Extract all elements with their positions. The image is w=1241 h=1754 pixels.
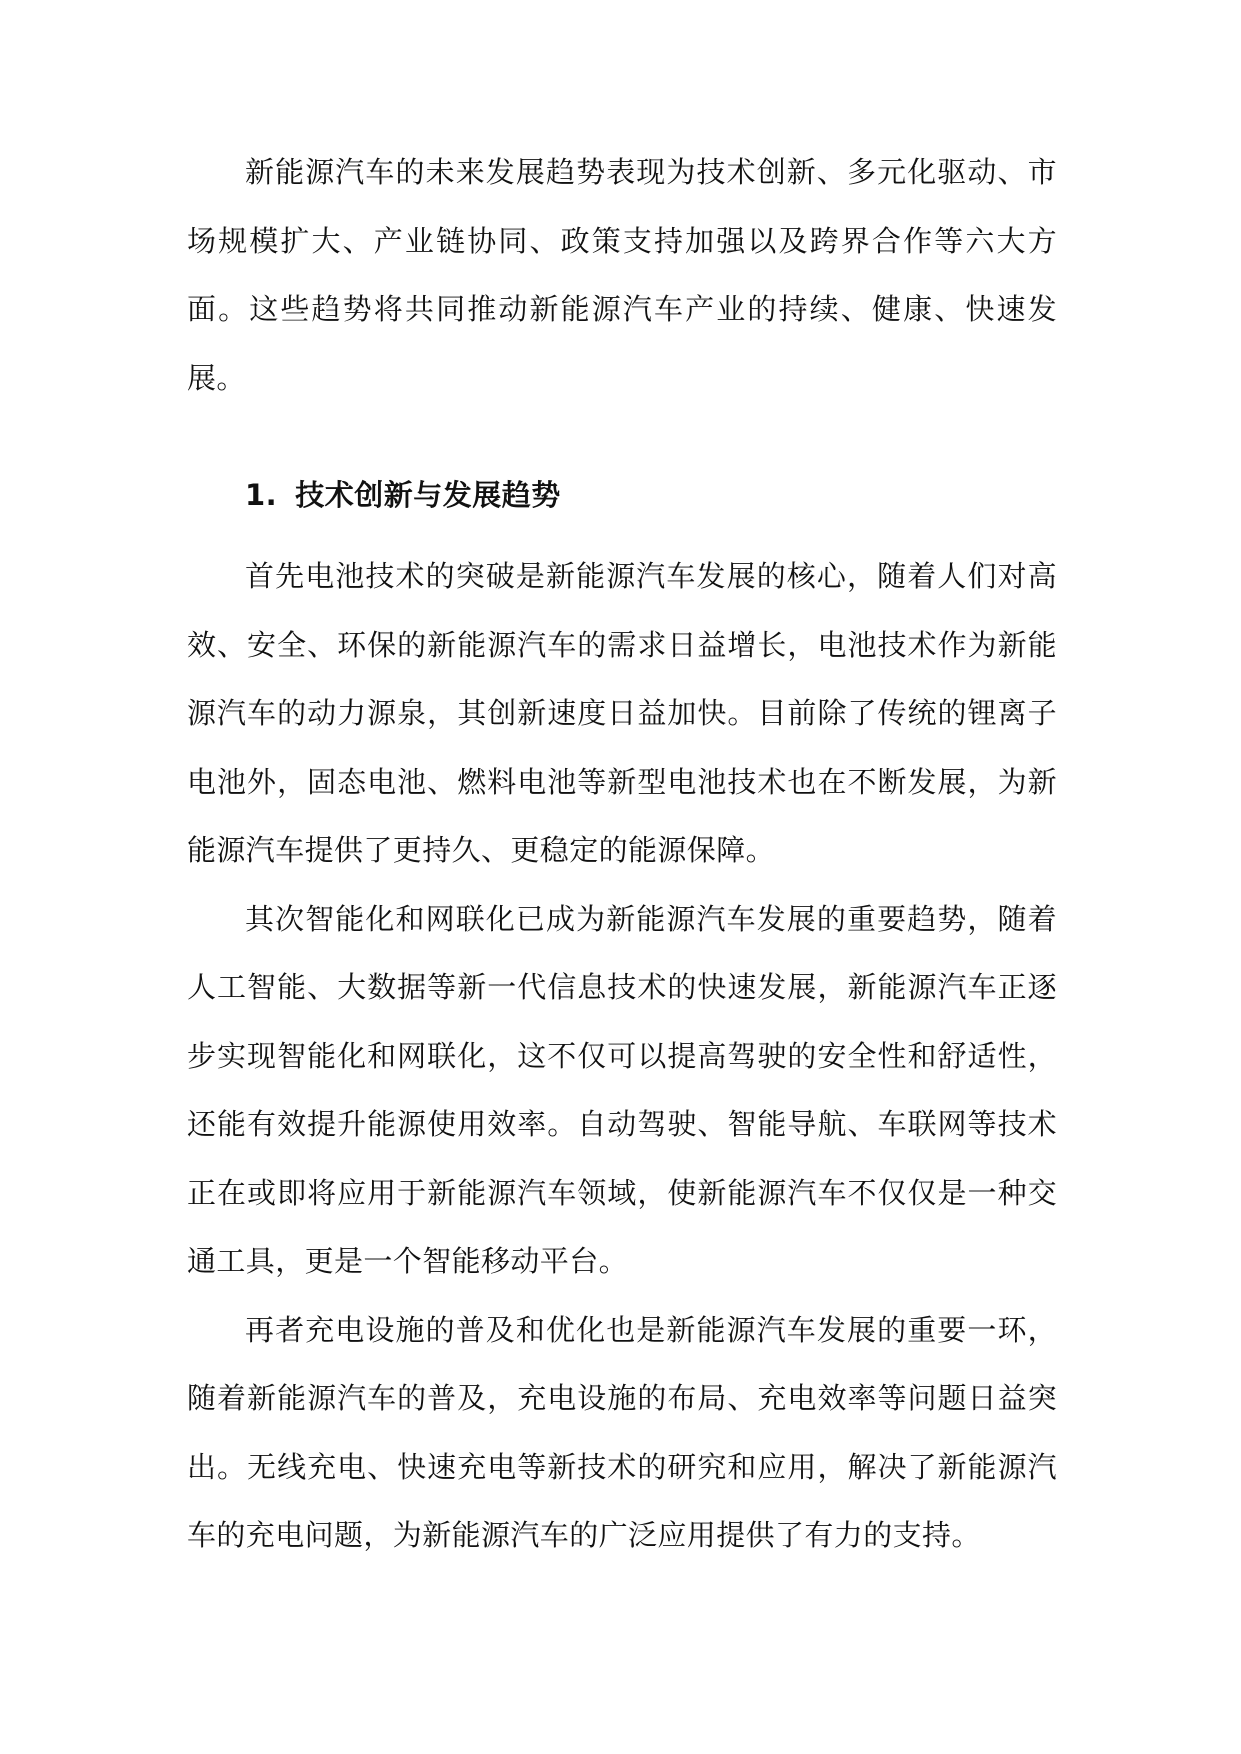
paragraph-intelligence: 其次智能化和网联化已成为新能源汽车发展的重要趋势，随着人工智能、大数据等新一代信息技术的快速发展，新能源汽车正逐步实现智能化和网联化，这不仅可以提高驾驶的安全性和舒适性，还能有效提升能源使用效率。自动驾驶、智能导航、车联网等技术正在或即将应用于新能源汽车领域，使新能源汽车不仅仅是一种交通工具，更是一个智能移动平台。	[187, 901, 1057, 1278]
section-title: 技术创新与发展趋势	[295, 478, 561, 512]
document-page	[187, 138, 1057, 1570]
section-heading	[187, 462, 1057, 528]
section-number: 1.	[245, 478, 278, 512]
intro-paragraph: 新能源汽车的未来发展趋势表现为技术创新、多元化驱动、市场规模扩大、产业链协同、政策支持加强以及跨界合作等六大方面。这些趋势将共同推动新能源汽车产业的持续、健康、快速发展。	[187, 155, 1057, 395]
paragraph-charging: 再者充电设施的普及和优化也是新能源汽车发展的重要一环，随着新能源汽车的普及，充电设施的布局、充电效率等问题日益突出。无线充电、快速充电等新技术的研究和应用，解决了新能源汽车的充电问题，为新能源汽车的广泛应用提供了有力的支持。	[187, 1312, 1057, 1552]
paragraph-battery: 首先电池技术的突破是新能源汽车发展的核心，随着人们对高效、安全、环保的新能源汽车的需求日益增长，电池技术作为新能源汽车的动力源泉，其创新速度日益加快。目前除了传统的锂离子电池外，固态电池、燃料电池等新型电池技术也在不断发展，为新能源汽车提供了更持久、更稳定的能源保障。	[187, 559, 1057, 867]
